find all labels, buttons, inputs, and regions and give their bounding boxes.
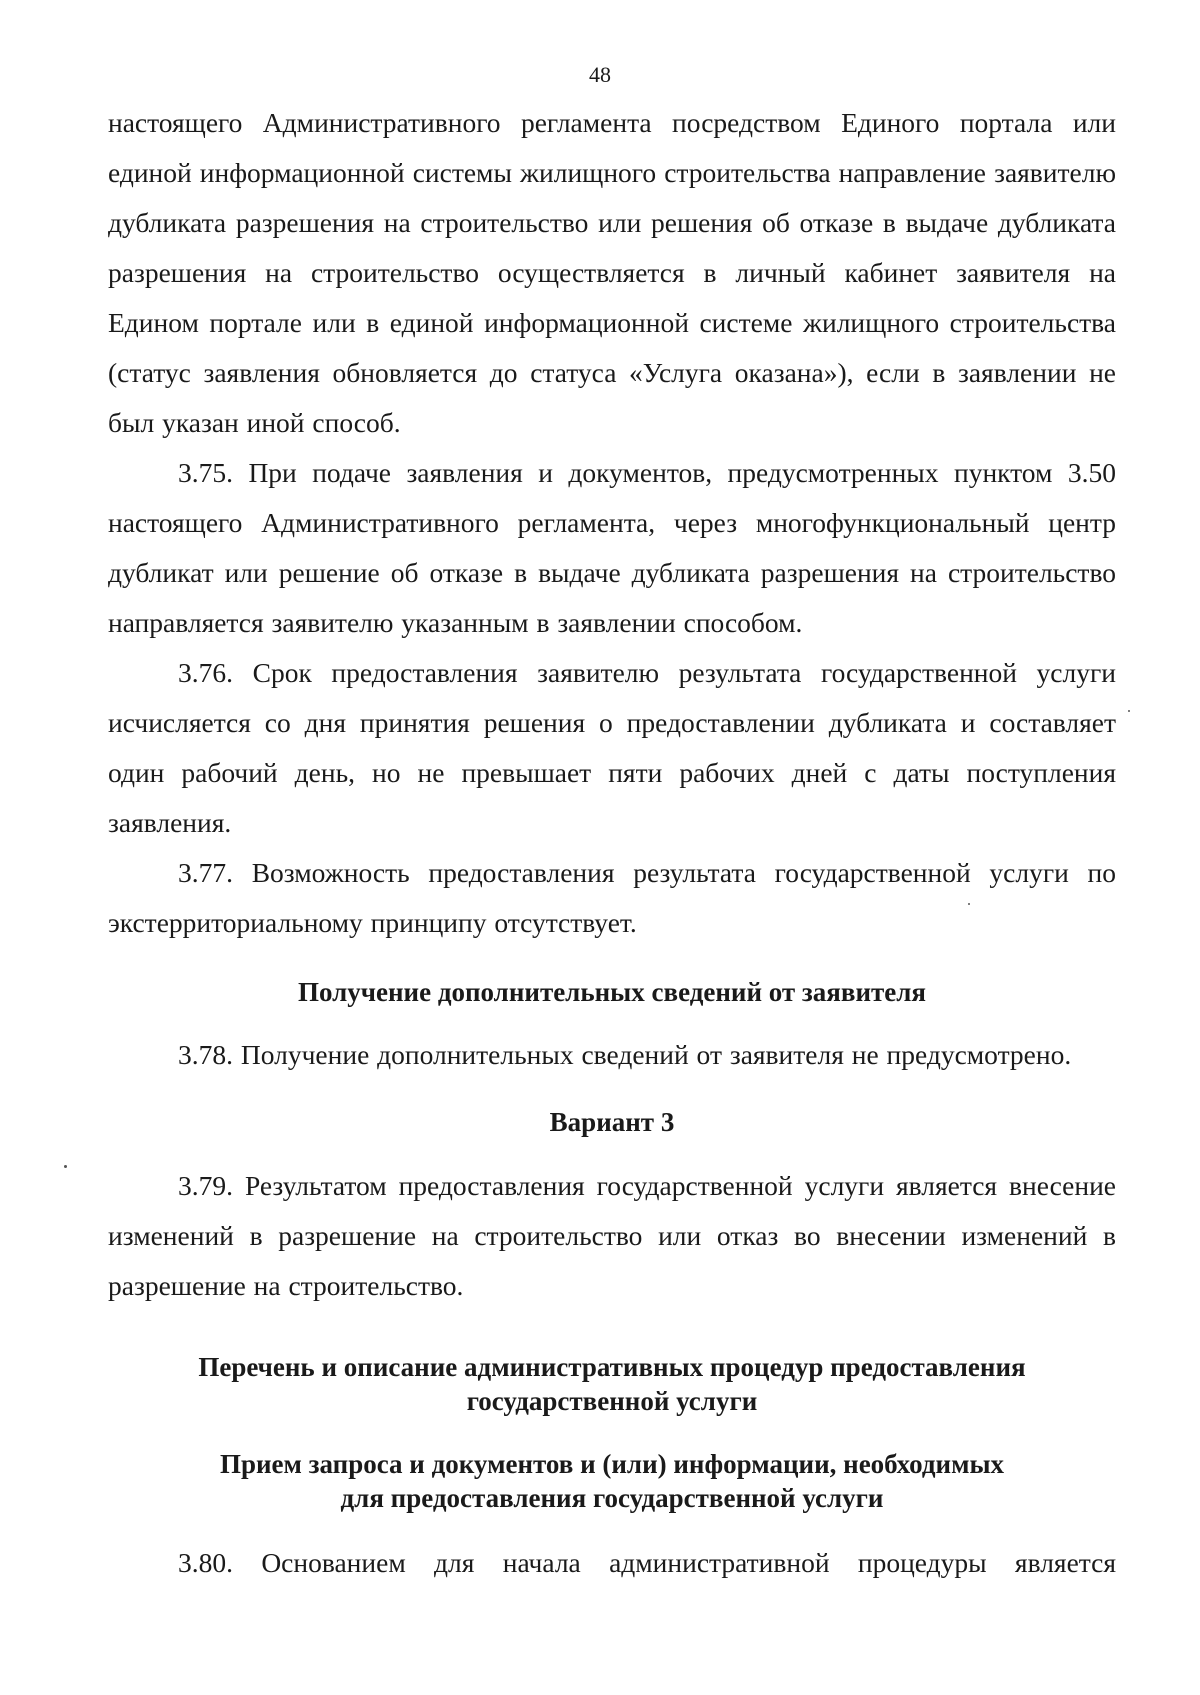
paragraph-3-80: 3.80. Основанием для начала административной процедуры является <box>178 1547 1116 1578</box>
paragraph-continuation: настоящего Административного регламента посредством Единого портала или единой информационной системы жилищного строительства направление заявителю дубликата разрешения на строительство или решения об отказе в выдаче дубликата разрешения на строительство осуществляется в личный кабинет заявителя на Едином портале или в единой информационной системе жилищного строительства (статус заявления обновляется до статуса «Услуга оказана»), если в заявлении не был указан иной способ. <box>108 107 1116 438</box>
scan-speck <box>968 903 970 905</box>
heading-reception <box>108 1447 1116 1515</box>
body-block-3-80 <box>108 1538 1116 1588</box>
heading-additional-info: Получение дополнительных сведений от заявителя <box>297 977 927 1007</box>
heading-procedures <box>108 1350 1116 1418</box>
page-number: 48 <box>589 62 611 87</box>
paragraph-3-76: 3.76. Срок предоставления заявителю результата государственной услуги исчисляется со дня принятия решения о предоставлении дубликата и составляет один рабочий день, но не превышает пяти рабочих дней с даты поступления заявления. <box>108 657 1116 838</box>
heading-procedures-line-2: государственной услуги <box>466 1386 758 1416</box>
heading-procedures-line-1: Перечень и описание административных процедур предоставления <box>198 1352 1026 1382</box>
scan-speck <box>64 1165 67 1168</box>
paragraph-3-75: 3.75. При подаче заявления и документов, предусмотренных пунктом 3.50 настоящего Административного регламента, через многофункциональный центр дубликат или решение об отказе в выдаче дубликата разрешения на строительство направляется заявителю указанным в заявлении способом. <box>108 457 1116 638</box>
paragraph-3-77: 3.77. Возможность предоставления результата государственной услуги по экстерриториальному принципу отсутствует. <box>108 857 1116 938</box>
body-block-3-79 <box>108 1161 1116 1311</box>
heading-variant-3: Вариант 3 <box>549 1107 675 1137</box>
body-block-3-78 <box>108 1030 1116 1080</box>
scan-speck <box>1128 710 1130 712</box>
heading-reception-line-1: Прием запроса и документов и (или) информации, необходимых <box>219 1449 1005 1479</box>
heading-reception-line-2: для предоставления государственной услуги <box>340 1483 884 1513</box>
paragraph-3-78: 3.78. Получение дополнительных сведений от заявителя не предусмотрено. <box>178 1039 1072 1070</box>
body-block-top <box>108 98 1116 948</box>
paragraph-3-79: 3.79. Результатом предоставления государственной услуги является внесение изменений в разрешение на строительство или отказ во внесении изменений в разрешение на строительство. <box>108 1170 1116 1301</box>
